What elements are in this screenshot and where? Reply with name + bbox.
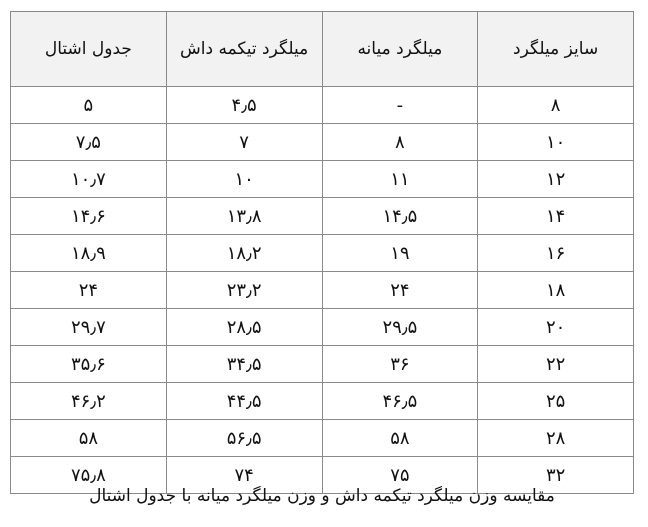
- cell-miyaneh: -: [322, 87, 478, 124]
- cell-miyaneh: ۴۶٫۵: [322, 383, 478, 420]
- cell-miyaneh: ۵۸: [322, 420, 478, 457]
- cell-stahl: ۵۸: [11, 420, 167, 457]
- cell-miyaneh: ۷۵: [322, 457, 478, 494]
- cell-miyaneh: ۳۶: [322, 346, 478, 383]
- header-miyaneh-rebar: میلگرد میانه: [322, 12, 478, 87]
- header-row: [11, 12, 634, 87]
- cell-tikmeh-dash: ۲۳٫۲: [166, 272, 322, 309]
- table-row: [11, 198, 634, 235]
- cell-tikmeh-dash: ۷۴: [166, 457, 322, 494]
- cell-stahl: ۷٫۵: [11, 124, 167, 161]
- cell-size: ۱۴: [478, 198, 634, 235]
- cell-stahl: ۳۵٫۶: [11, 346, 167, 383]
- table-caption: مقایسه وزن میلگرد تیکمه داش و وزن میلگرد میانه با جدول اشتال: [89, 486, 555, 506]
- cell-miyaneh: ۲۴: [322, 272, 478, 309]
- table-row: [11, 124, 634, 161]
- table-row: [11, 346, 634, 383]
- table-row: [11, 383, 634, 420]
- cell-size: ۲۵: [478, 383, 634, 420]
- cell-stahl: ۴۶٫۲: [11, 383, 167, 420]
- cell-stahl: ۷۵٫۸: [11, 457, 167, 494]
- cell-tikmeh-dash: ۷: [166, 124, 322, 161]
- cell-size: ۱۸: [478, 272, 634, 309]
- cell-stahl: ۱۰٫۷: [11, 161, 167, 198]
- comparison-table-container: [10, 11, 634, 494]
- table-row: [11, 272, 634, 309]
- cell-stahl: ۲۹٫۷: [11, 309, 167, 346]
- cell-tikmeh-dash: ۱۰: [166, 161, 322, 198]
- cell-miyaneh: ۱۱: [322, 161, 478, 198]
- table-body: [11, 87, 634, 494]
- rebar-weight-comparison-table: [10, 11, 634, 494]
- cell-tikmeh-dash: ۵۶٫۵: [166, 420, 322, 457]
- cell-tikmeh-dash: ۱۸٫۲: [166, 235, 322, 272]
- table-row: [11, 420, 634, 457]
- cell-tikmeh-dash: ۴۴٫۵: [166, 383, 322, 420]
- cell-size: ۲۸: [478, 420, 634, 457]
- cell-miyaneh: ۸: [322, 124, 478, 161]
- cell-size: ۱۶: [478, 235, 634, 272]
- cell-tikmeh-dash: ۲۸٫۵: [166, 309, 322, 346]
- table-row: [11, 161, 634, 198]
- cell-stahl: ۱۸٫۹: [11, 235, 167, 272]
- table-row: [11, 309, 634, 346]
- cell-tikmeh-dash: ۳۴٫۵: [166, 346, 322, 383]
- cell-stahl: ۱۴٫۶: [11, 198, 167, 235]
- cell-tikmeh-dash: ۴٫۵: [166, 87, 322, 124]
- cell-size: ۸: [478, 87, 634, 124]
- cell-tikmeh-dash: ۱۳٫۸: [166, 198, 322, 235]
- cell-miyaneh: ۱۴٫۵: [322, 198, 478, 235]
- cell-size: ۱۰: [478, 124, 634, 161]
- header-rebar-size: سایز میلگرد: [478, 12, 634, 87]
- cell-size: ۲۲: [478, 346, 634, 383]
- cell-size: ۱۲: [478, 161, 634, 198]
- cell-stahl: ۲۴: [11, 272, 167, 309]
- cell-size: ۲۰: [478, 309, 634, 346]
- cell-miyaneh: ۲۹٫۵: [322, 309, 478, 346]
- header-tikmeh-dash-rebar: میلگرد تیکمه داش: [166, 12, 322, 87]
- cell-size: ۳۲: [478, 457, 634, 494]
- table-row: [11, 235, 634, 272]
- header-stahl-table: جدول اشتال: [11, 12, 167, 87]
- cell-stahl: ۵: [11, 87, 167, 124]
- table-row: [11, 87, 634, 124]
- cell-miyaneh: ۱۹: [322, 235, 478, 272]
- table-header: [11, 12, 634, 87]
